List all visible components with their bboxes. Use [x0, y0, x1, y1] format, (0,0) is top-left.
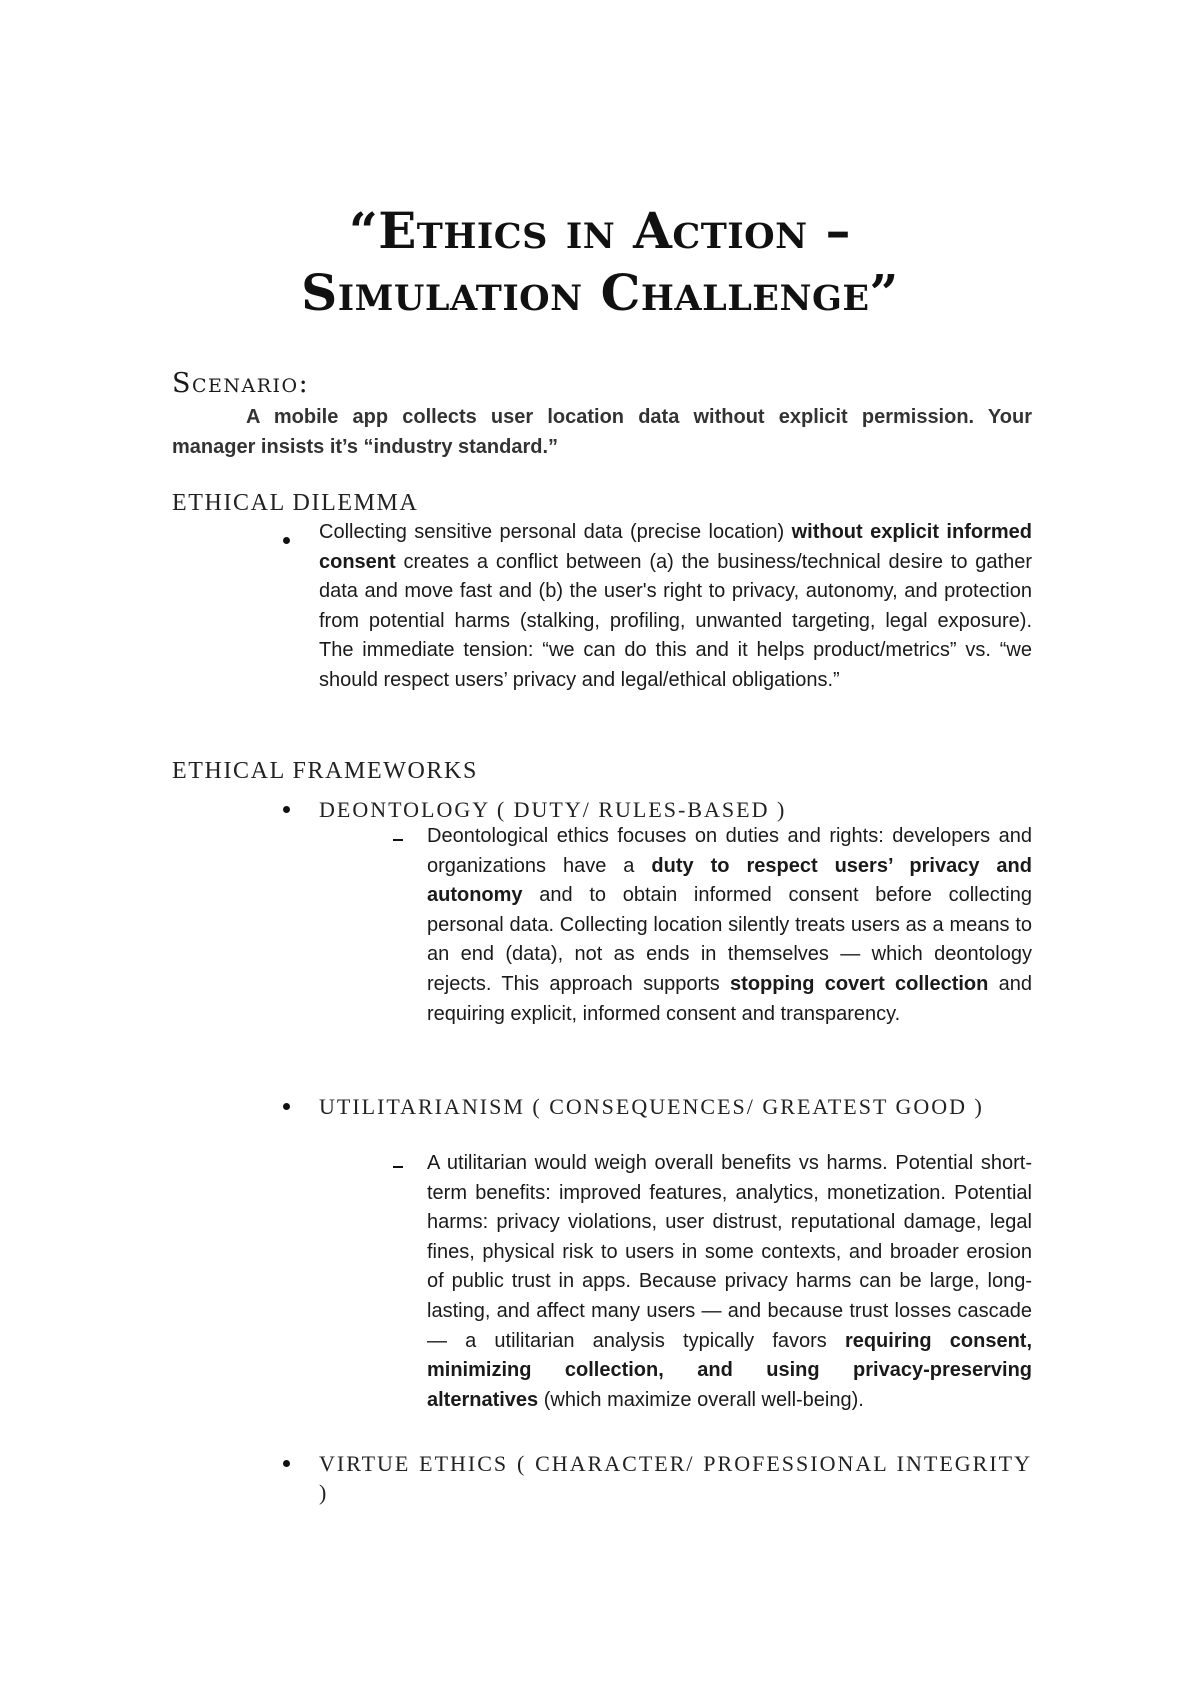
bullet-dot-icon: [283, 1103, 290, 1110]
text-run: creates a conflict between (a) the business/technical desire to gather data and move fast and (b) the user's right to privacy, autonomy, and protection from potential harms (stalking, profiling, unwanted targeting, legal exposure). The immediate tension: “we can do this and it helps product/metrics” vs. “we should respect users’ privacy and legal/ethical obligations.”: [319, 550, 1032, 691]
text-run: Deontological ethics focuses on duties and rights: developers and organizations have a: [427, 825, 1032, 877]
text-run: (which maximize overall well-being).: [538, 1388, 864, 1411]
text-run: Collecting sensitive personal data (precise location): [319, 521, 792, 543]
title-line-2: Simulation Challenge”: [301, 263, 899, 322]
text-run-bold: duty to respect users’ privacy and autonomy: [427, 854, 1032, 907]
virtue-ethics-heading: VIRTUE ETHICS ( CHARACTER/ PROFESSIONAL INTEGRITY ): [319, 1451, 1032, 1505]
deontology-heading: DEONTOLOGY ( DUTY/ RULES-BASED ): [319, 797, 787, 822]
bullet-dot-icon: [283, 1460, 290, 1467]
deontology-text: [427, 822, 1032, 1029]
scenario-text: A mobile app collects user location data without explicit permission. Your manager insists it’s “industry standard.”: [172, 406, 1032, 458]
utilitarianism-text: [427, 1149, 1032, 1415]
text-run: and requiring explicit, informed consent and transparency.: [427, 972, 1032, 1025]
text-run-bold: without explicit informed consent: [319, 521, 1032, 573]
text-run-bold: stopping covert collection: [730, 972, 989, 995]
bullet-dot-icon: [283, 537, 290, 544]
title-line-1: “Ethics in Action –: [348, 201, 852, 260]
text-run-bold: requiring consent, minimizing collection, and using privacy-preserving alternatives: [427, 1329, 1032, 1411]
scenario-heading: Scenario:: [172, 368, 310, 399]
dash-bullet-icon: [393, 1166, 403, 1168]
ethical-dilemma-heading: ETHICAL DILEMMA: [172, 490, 419, 516]
bullet-dot-icon: [283, 806, 290, 813]
dash-bullet-icon: [393, 839, 403, 841]
utilitarianism-heading: UTILITARIANISM ( CONSEQUENCES/ GREATEST GOOD ): [319, 1094, 984, 1119]
text-run: and to obtain informed consent before collecting personal data. Collecting location silently treats users as a means to an end (data), not as ends in themselves — which deontology rejects. This approach supports: [427, 884, 1032, 995]
text-run: A utilitarian would weigh overall benefits vs harms. Potential short-term benefits: improved features, analytics, monetization. Potential harms: privacy violations, user distrust, reputational damage, legal fines, physical risk to users in some contexts, and broader erosion of public trust in apps. Because privacy harms can be large, long-lasting, and affect many users — and because trust losses cascade — a utilitarian analysis typically favors: [427, 1152, 1032, 1352]
ethical-dilemma-text: [319, 518, 1032, 696]
ethical-frameworks-heading: ETHICAL FRAMEWORKS: [172, 758, 478, 784]
document-title: [0, 200, 1200, 324]
